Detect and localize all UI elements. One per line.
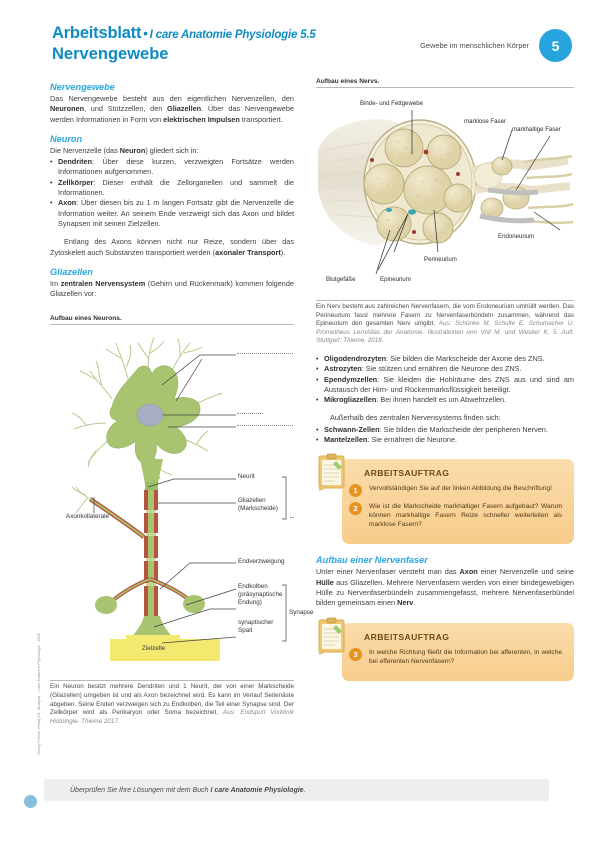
divider (50, 324, 294, 325)
list-item-term: Zellkörper (58, 177, 94, 187)
divider (50, 680, 294, 681)
text-run: Überprüfen Sie Ihre Lösungen mit dem Buch (70, 786, 211, 794)
text-run: ) gliedert sich in: (145, 145, 199, 155)
nerve-label-binde-fettgewebe: Binde- und Fettgewebe (360, 100, 424, 107)
copyright-rail (24, 600, 41, 800)
neuron-figure (50, 315, 314, 726)
text-run: (Gehirn und Rückenmark) kommen folgende Gliazellen vor: (50, 278, 294, 299)
paragraph-nervengewebe (50, 94, 294, 125)
clipboard-icon (316, 617, 350, 657)
text-run-bold: Nerv (397, 598, 414, 608)
label-zielzelle: Zielzelle (142, 645, 166, 653)
list-item (316, 375, 574, 396)
nerve-label-markhaltige-faser: markhaltige Faser (512, 126, 561, 133)
list-item (50, 178, 294, 199)
heading-neuron: Neuron (50, 133, 83, 144)
text-run-bold: elektrischen Impulsen (163, 114, 240, 124)
list-item-term: Mikrogliazellen (324, 395, 377, 405)
list-item-term: Axon (58, 198, 77, 208)
task-text: In welche Richtung fließt die Information bei afferenten, in welche bei efferenten Nervenfasern? (369, 648, 562, 665)
text-run: . (303, 786, 306, 794)
label-endkolben-line1: Endkolben (238, 583, 268, 591)
left-column (50, 82, 314, 726)
neuron-parts-list (50, 157, 294, 229)
task-item (353, 502, 562, 529)
text-run: Im (50, 278, 61, 288)
task-number-badge: 1 (349, 484, 362, 497)
label-gliazellen: Gliazellen (238, 497, 266, 505)
list-item-term: Oligodendrozyten (324, 353, 387, 363)
heading-nervengewebe: Nervengewebe (50, 82, 115, 92)
glia-cns-list (316, 354, 574, 405)
list-item-term: Ependymzellen (324, 374, 378, 384)
axon-segments (144, 490, 158, 616)
blank-label-line-1[interactable] (237, 353, 293, 354)
task-box-body (342, 459, 574, 544)
text-run: . Über das Nervengewebe werden Informationen in Form von (50, 104, 294, 124)
copyright-text: Georg Thieme Verlag KG, Stuttgart · I care Anatomie Physiologie · 2020 (37, 633, 41, 755)
nerve-illustration (316, 90, 574, 298)
list-item (316, 364, 574, 374)
nerve-diagram-svg (316, 90, 574, 296)
paragraph-axonal-transport (50, 237, 294, 258)
text-run: aus Gliazellen. Mehrere Nervenfasern werden von einer bindegewebigen Hülle zu Nervenfaserbündeln zusammengefasst, mehrere Nervenfaserbündel bilden gemeinsam einen (316, 577, 574, 608)
list-item-text: : Sie kleiden die Hohlräume des ZNS aus und sind am Austausch der Hirn- und Rückenmarksflüssigkeit beteiligt. (324, 374, 574, 394)
nerve-label-blutgefaesse: Blutgefäße (326, 276, 356, 283)
neuron-figure-caption: Aufbau eines Neurons. (50, 315, 122, 323)
title-separator: • (143, 26, 148, 41)
label-endverzweigung: Endverzweigung (238, 558, 285, 566)
task-number-badge: 3 (349, 648, 362, 661)
paragraph-gliazellen-intro (50, 279, 294, 300)
text-run: ). (280, 247, 286, 257)
label-endkolben-line3: Endung) (238, 599, 262, 607)
task-item (353, 484, 562, 497)
text-run: Die Nervenzelle (das (50, 145, 120, 155)
label-neurit: Neurit (238, 473, 255, 481)
task-box-1 (316, 459, 574, 544)
paragraph-neuron-intro (50, 146, 294, 156)
list-item-term: Dendriten (58, 157, 93, 167)
chapter-number-badge: 5 (539, 29, 572, 62)
text-run-bold: Gliazellen (167, 104, 202, 114)
blank-label-line-2[interactable] (237, 413, 263, 414)
task-item (353, 648, 562, 666)
label-synaptischer-spalt-line1: synaptischer (238, 619, 274, 627)
nerve-figure-caption: Aufbau eines Nervs. (316, 78, 380, 85)
page-footer (44, 779, 549, 801)
nerve-label-epineurium: Epineurium (380, 276, 411, 283)
nerve-figure-source (316, 303, 574, 346)
task-box-2 (316, 623, 574, 681)
text-run-bold: axonaler Transport (215, 247, 281, 257)
nerve-label-perineurium: Perineurium (424, 256, 457, 263)
list-item (316, 354, 574, 364)
source-citation: Aus: Endspurt Vorklinik Histologie. Thieme 2017. (50, 709, 294, 725)
right-column (316, 78, 574, 681)
text-run: Ein Nerv besteht aus zahlreichen Nervenfasern, die vom Endoneurium umhüllt werden. Das Perineurium fasst mehrere Fasern zu Nervenfaserbündeln zusammen, während das Epineurium den gesamten Nerv umgibt. (316, 303, 574, 328)
fiber-bundles (472, 156, 573, 223)
divider (316, 300, 574, 301)
label-endkolben-line2: (präsynaptische (238, 591, 283, 599)
label-synaptischer-spalt-line2: Spalt (238, 627, 253, 635)
axon-collateral (72, 487, 144, 537)
nerve-label-endoneurium: Endoneurium (498, 233, 535, 240)
task-text: Wie ist die Markscheide markhaltiger Fasern aufgebaut? Warum können markhaltige Fasern Reize schneller weiterleiten als marklose Fasern? (369, 503, 562, 529)
list-item-text: : Bei ihnen handelt es um Abwehrzellen. (376, 395, 507, 405)
label-markscheide: (Markscheide) (238, 505, 278, 513)
text-run-bold: Neuronen (50, 104, 85, 114)
blank-label-line-4[interactable] (290, 517, 294, 518)
label-axonkollaterale: Axonkollaterale (66, 513, 110, 521)
nerve-label-marklose-faser: marklose Faser (464, 118, 506, 125)
text-run: . (413, 598, 416, 608)
page-title-main: Arbeitsblatt (52, 24, 142, 42)
list-item (50, 157, 294, 178)
list-item-text: : Dieser enthält die Zellorganellen und sammelt die Informationen. (58, 177, 294, 198)
heading-gliazellen: Gliazellen (50, 266, 93, 277)
list-item-text: : Über diesen bis zu 1 m langen Fortsatz gibt die Nervenzelle die Information weiter. An seinem Ende verzweigt sich das Axon und bildet Synapsen mit seinen Zielzellen. (58, 198, 294, 228)
label-synapse: Synapse (289, 609, 314, 617)
text-run: Entlang des Axons können nicht nur Reize, sondern über das Zytoskelett auch Substanzen transportiert werden ( (50, 237, 294, 257)
list-item-term: Astrozyten (324, 364, 362, 374)
list-item-term: Schwann-Zellen (324, 424, 380, 434)
text-run-bold: Neuron (119, 145, 146, 155)
list-item-term: Mantelzellen (324, 435, 368, 445)
task-title: ARBEITSAUFTRAG (364, 468, 450, 479)
task-title: ARBEITSAUFTRAG (364, 631, 450, 642)
list-item-text: : Über diese kurzen, verzweigten Fortsätze werden Informationen aufgenommen. (58, 157, 294, 177)
list-item-text: : Sie bilden die Markscheide der Axone des ZNS. (386, 353, 545, 363)
text-run-bold: Axon (459, 567, 478, 577)
text-run: Unter einer Nervenfaser versteht man das (316, 567, 460, 577)
list-item-text: : Sie ernähren die Neurone. (367, 435, 458, 445)
text-run: Das Nervengewebe besteht aus den eigentlichen Nervenzellen, den (50, 94, 294, 103)
neuron-illustration (50, 327, 314, 677)
source-citation: Aus: Schünke M, Schulte E, Schumacher U: Prometheus LernAtlas der Anatomie. Illustrationen von Voll M. und Wesker K. 5. Aufl. Stuttgart: Thieme, 2018. (316, 320, 574, 345)
list-item-text: : Sie stützen und ernähren die Neurone des ZNS. (361, 364, 522, 374)
chapter-label: Gewebe im menschlichen Körper (420, 41, 529, 50)
text-run-bold: Hülle (316, 577, 334, 587)
paragraph-pns-intro: Außerhalb des zentralen Nervensystems finden sich: (330, 413, 501, 423)
text-run: transportiert. (239, 114, 283, 124)
text-run-bold: I care Anatomie Physiologie (210, 786, 304, 794)
footer-text (70, 787, 306, 794)
blank-label-line-3[interactable] (237, 425, 293, 426)
glia-pns-list (316, 425, 574, 446)
paragraph-nervenfaser (316, 567, 574, 608)
list-item-text: : Sie bilden die Markscheide der peripheren Nerven. (379, 424, 548, 434)
task-number-badge: 2 (349, 502, 362, 515)
nerve-figure (316, 78, 574, 346)
page-subtitle: I care Anatomie Physiologie 5.5 (149, 29, 316, 41)
heading-aufbau-nervenfaser: Aufbau einer Nervenfaser (316, 555, 428, 566)
task-box-body (342, 623, 574, 681)
list-item (316, 425, 574, 435)
text-run: , und Stützzellen, den (84, 104, 168, 114)
task-text: Vervollständigen Sie auf der linken Abbildung die Beschriftung! (369, 485, 552, 493)
list-item (50, 198, 294, 229)
list-item (316, 395, 574, 405)
list-item (316, 435, 574, 445)
divider (316, 87, 574, 88)
chapter-marker (420, 29, 572, 62)
clipboard-icon (316, 453, 350, 493)
text-run: einer Nervenzelle und seine (477, 567, 574, 577)
text-run: Ein Neuron besitzt mehrere Dendriten und 1 Neurit, der von einer Markscheide (Gliazellen) umgeben ist und als Axon bezeichnet wird. Es kann im Verlauf Seitenäste abgeben. Seine Enden verzweigen sich zu Endkolben, die Teil einer Synapse sind. Der Zellkörper wird als Perikaryon oder Soma bezeichnet. (50, 683, 294, 717)
text-run-bold: zentralen Nervensystem (60, 278, 146, 288)
neuron-figure-source (50, 683, 294, 726)
publisher-logo-icon (24, 795, 37, 808)
page-header (52, 24, 572, 72)
page-title-second-line: Nervengewebe (52, 45, 169, 63)
